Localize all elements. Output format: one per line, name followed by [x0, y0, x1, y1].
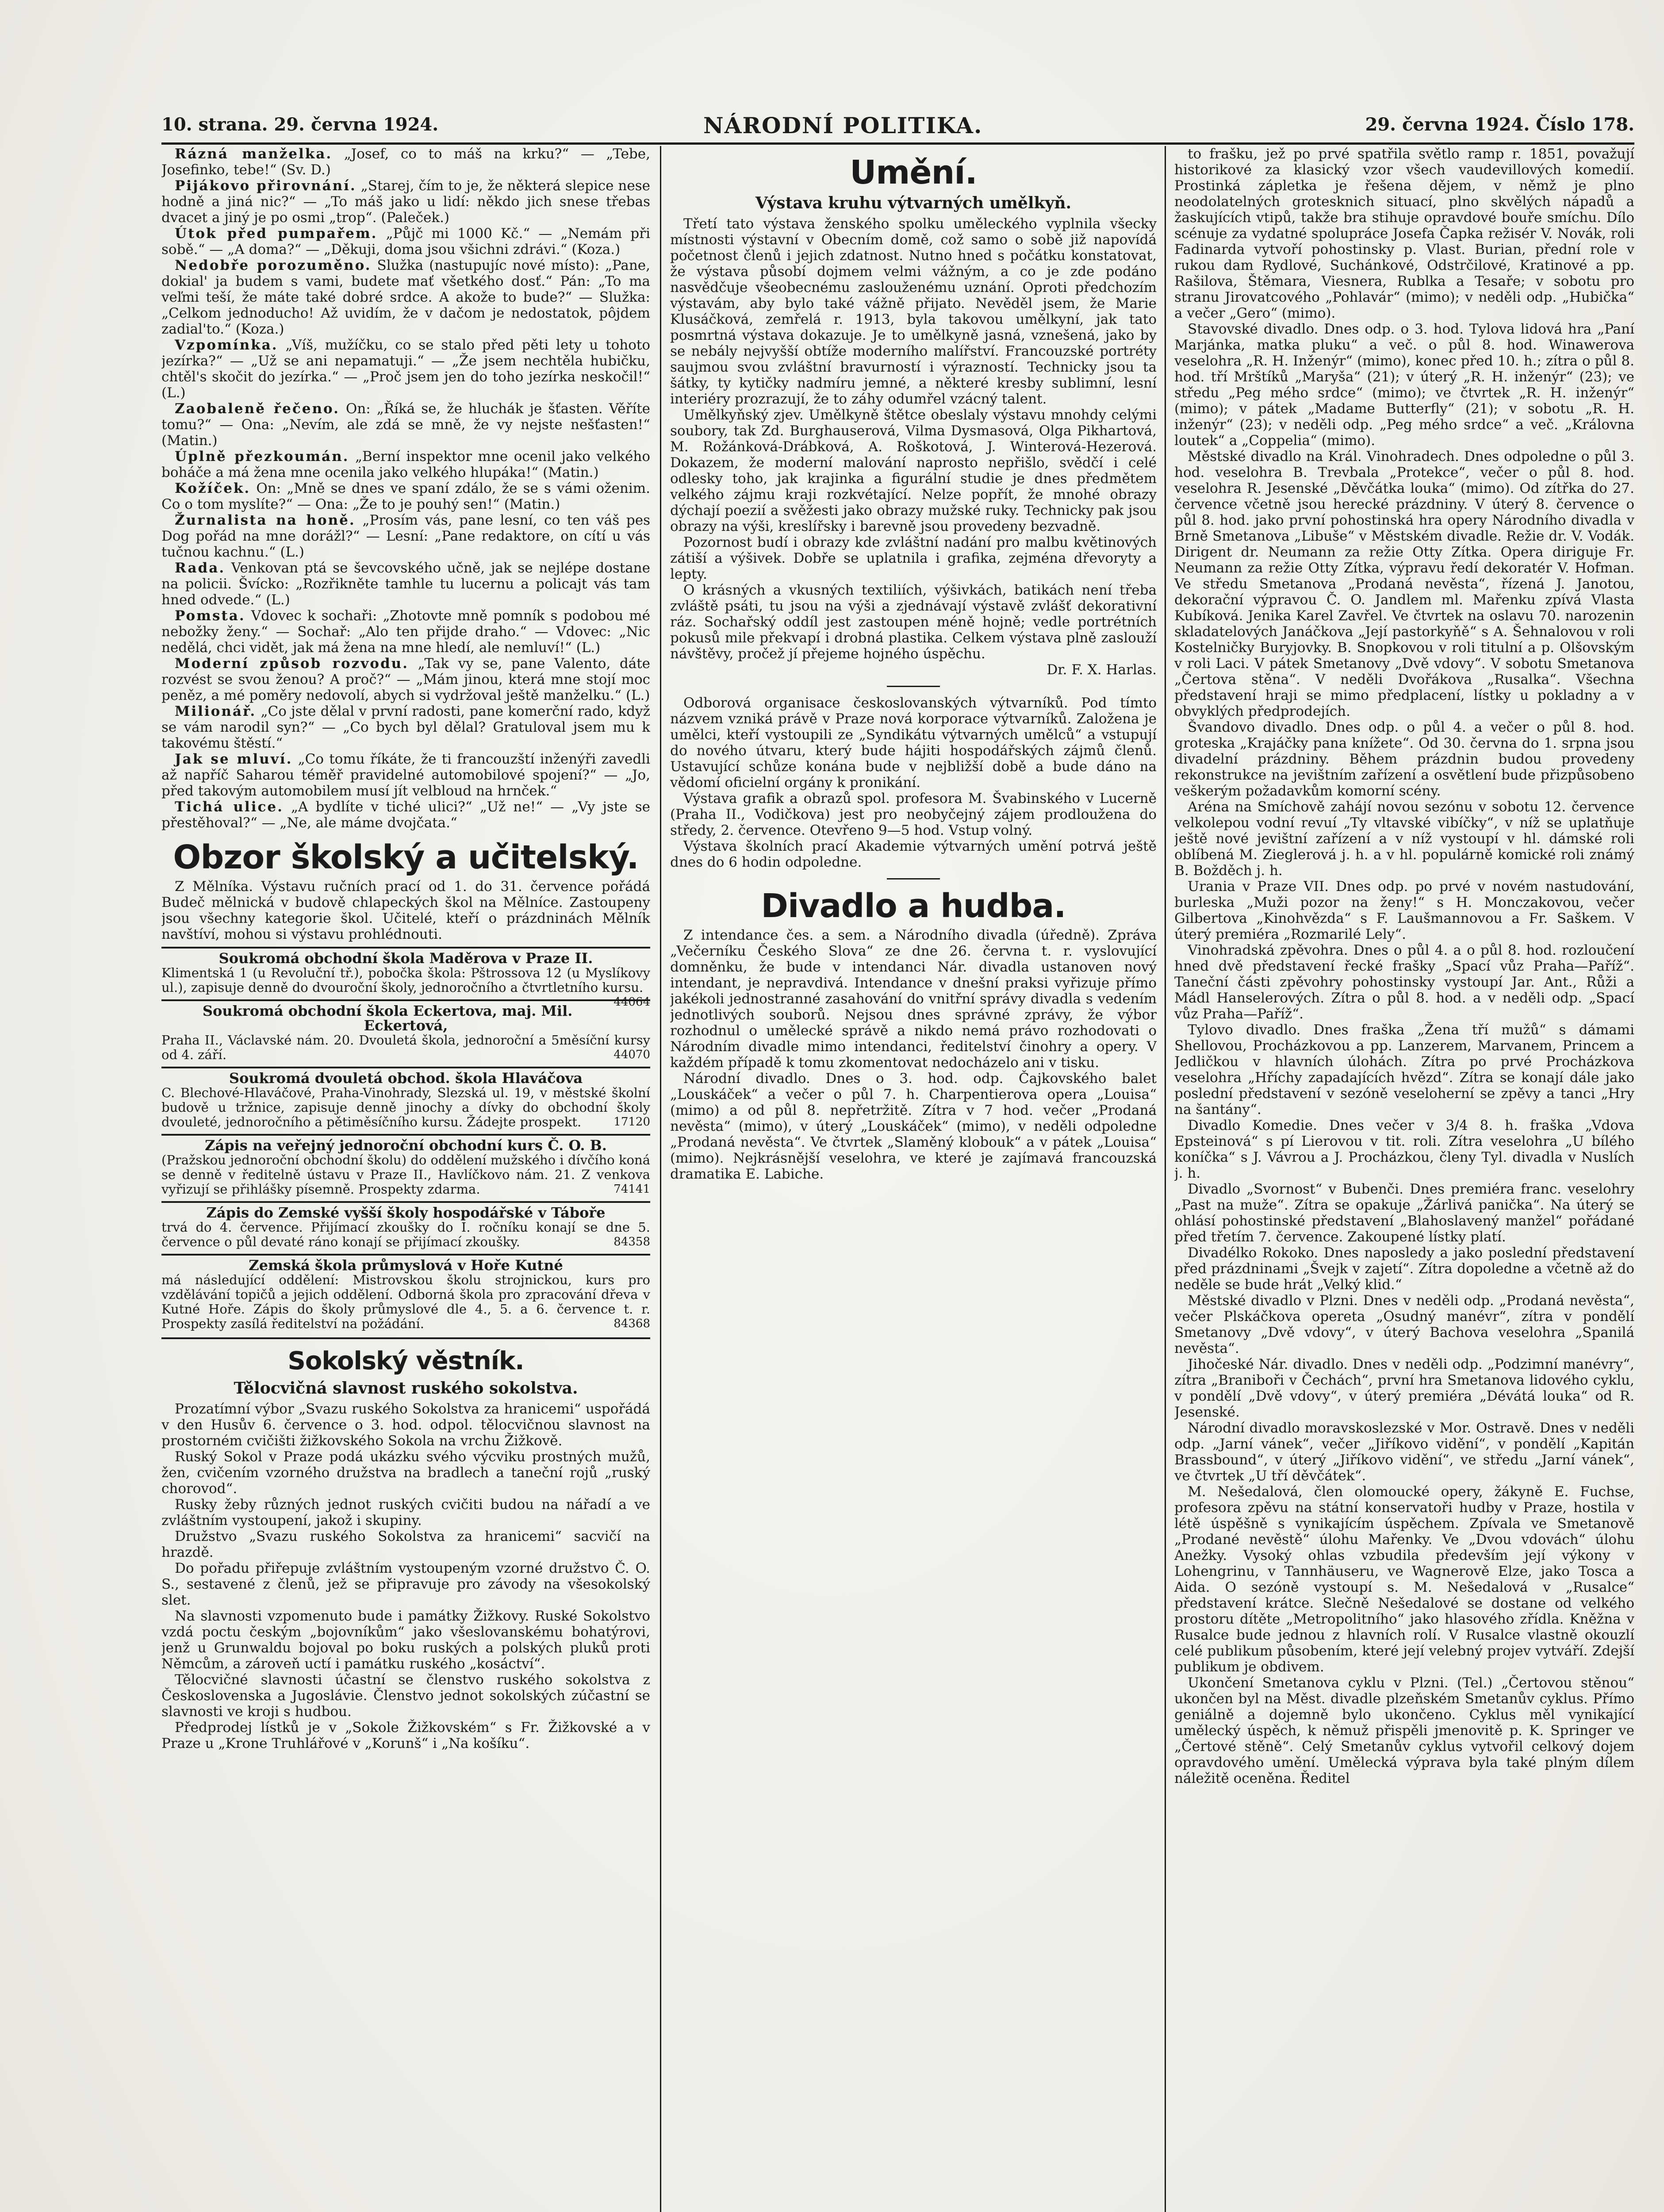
theatre-paragraph: Národní divadlo. Dnes o 3. hod. odp. Čajkovského balet „Louskáček“ a večer o půl 7. h. Charpentierova opera „Louisa“ (mimo) a od půl 8. nepřetržitě. Zítra v 7 hod. večer „Prodaná nevěsta“ (mimo), v úterý „Louskáček“ (mimo), v neděli odpoledne „Prodaná nevěsta“. Ve čtvrtek „Slaměný klobouk“ a v pátek „Louisa“ (mimo). Nejkrásnější veselohra, ve které je zajímavá francouzská dramatika E. Labiche. [670, 1071, 1157, 1182]
humor-item-lead: Tichá ulice. [175, 799, 284, 815]
humor-item [161, 401, 650, 449]
humor-item-text: Vdovec k sochaři: „Zhotovte mně pomník s podobou mé nebožky ženy.“ — Sochař: „Alo ten přijde draho.“ — Vdovec: „Nic nedělá, chci vidět, jak má žena na mne hledí, ale nemluví!“ (L.) [161, 608, 650, 656]
divider [887, 686, 940, 687]
humor-item-lead: Rázná manželka. [175, 146, 333, 162]
school-ad-title: Soukromá dvouletá obchod. škola Hlaváčova [229, 1070, 583, 1087]
sokol-paragraph: Do pořadu přiřepuje zvláštním vystoupeným vzorné družstvo Č. O. S., sestavené z členů, jež se připravuje pro závody na všesokolský slet. [161, 1560, 650, 1608]
humor-item [161, 560, 650, 608]
theatre-listing: Aréna na Smíchově zahájí novou sezónu v sobotu 12. července velkolepou vodní revuí „Ty vltavské vibíčky“, v níž se uplatňuje ještě nové jevištní zařízení a v níž vystoupí v hl. dámské roli oblíbená M. Zieglerová j. h. a v hl. populárně komické roli známý B. Božděch j. h. [1174, 799, 1634, 879]
sokol-paragraph: Prozatímní výbor „Svazu ruského Sokolstva za hranicemi“ uspořádá v den Husův 6. července o 3. hod. odpol. tělocvičnou slavnost na prostorném cvičišti žižkovského Sokola na vrchu Žižkově. [161, 1401, 650, 1449]
humor-item-text: „Starej, čím to je, že některá slepice nese hodně a jiná nic?“ — „To máš jako u lidí: někdo jich snese třebas dvacet a jiný je po osmi „trop“. (Paleček.) [161, 178, 650, 226]
school-ad [161, 1067, 650, 1129]
page-date-left: 10. strana. 29. června 1924. [161, 114, 439, 135]
school-ad-text: trvá do 4. července. Přijímací zkoušky do I. ročníku konají se dne 5. července o půl devaté ráno konají se přijímací zkoušky. [161, 1220, 650, 1249]
theatre-listing: Vinohradská zpěvohra. Dnes o půl 4. a o půl 8. hod. rozloučení hned dvě představení řecké frašky „Spací vůz Praha—Paříž“. Taneční části zpěvohry pohostinsky vystoupí Jar. Ant., Růži a Mádl Hanselerových. Zítra o půl 8. hod. a v neděli odp. „Spací vůz Praha—Paříž“. [1174, 942, 1634, 1022]
column-rule-2 [1165, 146, 1166, 2212]
humor-item [161, 480, 650, 512]
theatre-list [670, 927, 1157, 1182]
humor-item [161, 337, 650, 401]
art-note: Odborová organisace českoslovanských výtvarníků. Pod tímto názvem vzniká právě v Praze nová korporace výtvarníků. Založena je umělci, kteří vystoupili ze „Syndikátu výtvarných umělců“ a vstupují do nového útvaru, který bude hájiti hospodářských zájmů členů. Ustavující schůze konána bude v nejbližší době a bude dáno na vědomí oficielní orgány k pronikání. [670, 695, 1157, 791]
ads-end-rule [161, 1337, 650, 1339]
art-signature: Dr. F. X. Harlas. [1047, 662, 1157, 678]
art-paragraph: Pozornost budí i obrazy kde zvláštní nadání pro malbu květinových zátiší a výšivek. Dobře se uplatnila i grafika, zejména dřevoryty a lepty. [670, 534, 1157, 582]
school-ad-text: C. Blechové-Hlaváčové, Praha-Vinohrady, Slezská ul. 19, v městské školní budově u tržnice, zapisuje denně jinochy a dívky do obchodní školy dvouleté, jednoročního a pětiměsíčního kursu. Žádejte prospekt. [161, 1085, 650, 1129]
humor-item [161, 178, 650, 226]
sokol-paragraph: Na slavnosti vzpomenuto bude i památky Žižkovy. Ruské Sokolstvo vzdá poctu českým „bojovníkům“ jako všeslovanskému bohatýrovi, jenž u Grunwaldu bojoval po boku ruských a polských pluků proti Němcům, a zároveň uctí i památku ruského „kosáctví“. [161, 1608, 650, 1672]
theatre-listing: Divadlo „Svornost“ v Bubenči. Dnes premiéra franc. veselohry „Past na muže“. Zítra se opakuje „Žárlivá panička“. Na úterý se ohlásí pohostinské představení „Blahoslavený manžel“ pořádané před třetím 7. července. Zakoupené lístky platí. [1174, 1181, 1634, 1245]
humor-item-text: Služka (nastupujíc nové místo): „Pane, dokial' ja budem s vami, budete mať všetkého dosť.“ Pán: „To ma veľmi teší, že máte také dobré srdce. A akože to bude?“ — Služka: „Celkom jednoducho! Až uvidím, že v dačom je nedostatok, pôjdem zadial'to.“ (Koza.) [161, 257, 650, 337]
humor-item-text: „Co jste dělal v první radosti, pane komerční rado, když se vám narodil syn?“ — „Co bych byl dělal? Gratuloval jsem mu k takovému štěstí.“ [161, 703, 650, 751]
theatre-listing: Divadlo Komedie. Dnes večer v 3/4 8. h. fraška „Vdova Epsteinová“ s pí Lierovou v tit. roli. Zítra veselohra „U bílého koníčka“ s J. Vávrou a J. Procházkou, členy Tyl. divadla v Nuslích j. h. [1174, 1118, 1634, 1181]
humor-item-lead: Nedobře porozuměno. [175, 257, 372, 273]
divider [887, 878, 940, 879]
art-notes [670, 695, 1157, 870]
sokol-section-title: Sokolský věstník. [288, 1347, 524, 1375]
humor-item-text: Venkovan ptá se ševcovského učně, jak se nejlépe dostane na policii. Švícko: „Rozřikněte tamhle tu lucernu a policajt vás tam hned odvede.“ (L.) [161, 560, 650, 608]
school-ad-number: 84358 [613, 1235, 650, 1248]
art-note: Výstava školních prací Akademie výtvarných umění potrvá ještě dnes do 6 hodin odpoledne. [670, 838, 1157, 870]
school-ad-title: Soukromá obchodní škola Maděrova v Praze II. [219, 950, 593, 967]
humor-item-lead: Úplně přezkoumán. [175, 449, 349, 465]
humor-item-lead: Útok před pumpařem. [175, 226, 378, 242]
sokol-paragraph: Tělocvičné slavnosti účastní se členstvo ruského sokolstva z Československa a Jugoslávie. Členstvo jednot sokolských zúčastní se slavnosti ve kroji s hudbou. [161, 1672, 650, 1720]
humor-item-lead: Zaobaleně řečeno. [175, 401, 340, 417]
school-ad-title: Soukromá obchodní škola Eckertova, maj. Mil. Eckertová, [202, 1002, 573, 1034]
humor-item [161, 799, 650, 831]
column-right [1174, 146, 1634, 2212]
newspaper-title: NÁRODNÍ POLITIKA. [703, 112, 983, 138]
sokol-paragraph: Ruský Sokol v Praze podá ukázku svého výcviku prostných mužů, žen, cvičením vzorného družstva na bradlech a taneční rojů „ruský chorovod“. [161, 1449, 650, 1497]
humor-item [161, 146, 650, 178]
humor-item-text: „Půjč mi 1000 Kč.“ — „Nemám při sobě.“ — „A doma?“ — „Děkuji, doma jsou všichni zdrávi.“ (Koza.) [161, 226, 650, 257]
humor-item [161, 656, 650, 703]
theatre-listing: to frašku, jež po prvé spatřila světlo ramp r. 1851, považují historikové za klasický vzor všech vaudevillových komedií. Prostinká zápletka je řešena dějem, v němž je plno neodolatelných grotesknich situací, plno skvělých nápadů a žaskujících vtipů, takže bra stihuje opravdové bouře smíchu. Dílo scénuje za vydatné spolupráce Josefa Čapka režisér V. Novák, roli Fadinarda vytvoří pohostinsky p. Vlast. Burian, přední role v rukou dam Rydlové, Suchánkové, Odstrčilové, Kratinové a pp. Rašilova, Štěmara, Viesnera, Rublka a Tesaře; v sobotu pro stranu Jirovatcového „Pohlavár“ (mimo); v neděli odp. „Hubička“ a večer „Gero“ (mimo). [1174, 146, 1634, 321]
humor-item-text: „Prosím vás, pane lesní, co ten váš pes Dog pořád na mne dorážl?“ — Lesní: „Pane redaktore, on cítí u vás tučnou kachnu.“ (L.) [161, 512, 650, 560]
theatre-listing: Národní divadlo moravskoslezské v Mor. Ostravě. Dnes v neděli odp. „Jarní vánek“, večer „Jiříkovo vidění“, v pondělí „Kapitán Brassbound“, v úterý „Jiříkovo vidění“, ve středu „Jarní vánek“, ve čtvrtek „U tří děvčátek“. [1174, 1420, 1634, 1484]
art-section-title: Umění. [850, 154, 977, 192]
school-text: Z Mělníka. Výstavu ručních prací od 1. do 31. července pořádá Budeč mělnická v budově chlapeckých škol na Mělníce. Zastoupeny jsou všechny kategorie škol. Učitelé, kteří o prázdninách Mělník navštíví, mohou si výstavu prohlédnouti. [161, 879, 650, 942]
school-ad [161, 1254, 650, 1331]
column-middle [670, 146, 1157, 2212]
humor-item-lead: Vzpomínka. [175, 337, 278, 353]
humor-item-text: „Josef, co to máš na krku?“ — „Tebe, Josefinko, tebe!“ (Sv. D.) [161, 146, 650, 178]
school-ad-text: Klimentská 1 (u Revoluční tř.), pobočka škola: Pštrossova 12 (u Myslíkovy ul.), zapisuje denně do dvouroční školy, jednoročního a čtvrtletního kursu. [161, 965, 650, 995]
header-rule [161, 142, 1634, 145]
theatre-listing: Stavovské divadlo. Dnes odp. o 3. hod. Tylova lidová hra „Paní Marjánka, matka pluku“ a več. o půl 8. hod. Winawerova veselohra „R. H. Inženýr“ (mimo), konec před 10. h.; zítra o půl 8. hod. tří Mrštíků „Maryša“ (21); v úterý „R. H. inženýr“ (23); ve středu „Peg mého srdce“ (mimo); ve čtvrtek „R. H. inženýr“ (mimo); v pátek „Madame Butterfly“ (21); v sobotu „R. H. inženýr“ (23); v neděli odp. „Peg mého srdce“ a več. „Královna loutek“ a „Coppelia“ (mimo). [1174, 321, 1634, 449]
humor-item-text: „Co tomu říkáte, že ti francouzští inženýři zavedli až napříč Saharou téměř pravidelné automobilové spojení?“ — „Jo, před takovým automobilem musí jít velbloud na hrnček.“ [161, 751, 650, 799]
humor-item-lead: Moderní způsob rozvodu. [175, 656, 409, 672]
school-ad [161, 1201, 650, 1249]
theatre-listing: Městské divadlo v Plzni. Dnes v neděli odp. „Prodaná nevěsta“, večer Plskáčkova opereta „Osudný manévr“, zítra v pondělí Smetanovy „Dvě vdovy“, v úterý Bachova veselohra „Spanilá nevěsta“. [1174, 1293, 1634, 1356]
school-ad-number: 44064 [613, 995, 650, 1009]
sokol-paragraph: Předprodej lístků je v „Sokole Žižkovském“ s Fr. Žižkovské a v Praze u „Krone Truhlářové v „Korunš“ i „Na košíku“. [161, 1720, 650, 1751]
humor-item-text: „Berní inspektor mne ocenil jako velkého boháče a má žena mne ocenila jako velkého hlupáka!“ (Matin.) [161, 449, 650, 480]
art-list [670, 216, 1157, 662]
art-subtitle: Výstava kruhu výtvarných umělkyň. [755, 194, 1072, 212]
theatre-listing: Městské divadlo na Král. Vinohradech. Dnes odpoledne o půl 3. hod. veselohra B. Trevbala „Protekce“, večer o půl 8. hod. veselohra R. Jesenské „Děvčátka louka“ (mimo). Od zítřka do 27. července včetně jsou herecké prázdniny. V úterý 8. července o půl 8. hod. jako první pohostinská hra opery Národního divadla v Brně Smetanova „Libuše“ v Městském divadle. Režie dr. V. Vodák. Dirigent dr. Neumann za režie Otty Zítka. Opera diriguje Fr. Neumann za režie Otty Zítka, výpravu ředí dekoratér V. Hofman. Ve středu Smetanova „Prodaná nevěsta“, řízená J. Janotou, dekorační výpravou Č. O. Jandlem ml. Mařenku zpívá Vlasta Kubíková. Jenika Karel Zavřel. Ve čtvrtek na oslavu 70. narozenin skladatelových Janáčkova „Její pastorkyňě“ s A. Šehnalovou v roli Kostelničky Buryjovky. B. Snopkovou v roli titulní a p. Olšovským v roli Laci. V pátek Smetanovy „Dvě vdovy“. V sobotu Smetanova „Čertova stěna“. V neděli Dvořákova „Rusalka“. Všechna představení hraji se mimo předplacení, lístky u pokladny a v obvyklých předprodejích. [1174, 449, 1634, 719]
theatre-section-title: Divadlo a hudba. [761, 887, 1066, 925]
humor-item-lead: Jak se mluví. [175, 751, 293, 767]
sokol-subtitle: Tělocvičná slavnost ruského sokolstva. [234, 1379, 578, 1398]
school-ad-number: 44070 [613, 1048, 650, 1061]
sokol-paragraph: Družstvo „Svazu ruského Sokolstva za hranicemi“ sacvičí na hrazdě. [161, 1528, 650, 1560]
theatre-listing: Tylovo divadlo. Dnes fraška „Žena tří mužů“ s dámami Shellovou, Procházkovou a pp. Lanzerem, Marvanem, Princem a Jedličkou v hlavních úlohách. Zítra po prvé Procházkova veselohra „Hříchy zapadajících hvězd“. Zítra se konají dále jako poslední představení v sezóně veseloherní se zpěvy a tanci „Hry na šantány“. [1174, 1022, 1634, 1118]
school-ad-number: 17120 [613, 1115, 650, 1129]
humor-item-text: „A bydlíte v tiché ulici?“ „Už ne!“ — „Vy jste se přestěhoval?“ — „Ne, ale máme dvojčata.“ [161, 799, 650, 831]
humor-item-lead: Pomsta. [175, 608, 245, 624]
humor-item [161, 751, 650, 799]
humor-item-lead: Kožíček. [175, 480, 251, 496]
school-ad-text: Praha II., Václavské nám. 20. Dvouletá škola, jednoroční a 5měsíční kursy od 4. září. [161, 1033, 650, 1062]
theatre-listing: M. Nešedalová, člen olomoucké opery, žákyně E. Fuchse, profesora zpěvu na státní konservatoři hudby v Praze, hostila v létě úspěšně s vynikajícím úspěchem. Zpívala ve Smetanově „Prodané nevěstě“ úlohu Mařenky. Ve „Dvou vdovách“ úlohu Anežky. Vysoký ohlas vzbudila především její výkony v Lohengrinu, v Tannhäuseru, ve Wagnerově Elze, jako Tosca a Aida. O sezóně vystoupí s. M. Nešedalová v „Rusalce“ představení krátce. Slečně Nešedalové se dostane od velkého prostoru dítěte „Metropolitního“ jako hlasového zřídla. Kněžna v Rusalce bude jednou z hlavních rolí. V Rusalce vlastně okouzlí celé publikum působením, které její velebný projev vytváří. Zdejší publikum je obdivem. [1174, 1484, 1634, 1675]
page-date-right: 29. června 1924. Číslo 178. [1365, 114, 1634, 135]
humor-item [161, 226, 650, 257]
school-ad-text: má následující oddělení: Mistrovskou školu strojnickou, kurs pro vzdělávání topičů a jejich oddělení. Odborná škola pro zpracování dřeva v Kutné Hoře. Zápis do školy průmyslové dle 4., 5. a 6. července t. r. Prospekty zasílá ředitelství na požádání. [161, 1272, 650, 1331]
sokol-paragraph: Rusky žeby různých jednot ruských cvičiti budou na nářadí a ve zvláštním vystoupení, jakož i skupiny. [161, 1497, 650, 1528]
column-rule-1 [660, 146, 661, 2212]
school-ad [161, 947, 650, 1009]
theatre-listing: Ukončení Smetanova cyklu v Plzni. (Tel.) „Čertovou stěnou“ ukončen byl na Měst. divadle plzeňském Smetanův cyklus. Přímo geniálně a dojemně bylo ukončeno. Cyklus měl vynikající umělecký úspěch, k němuž přispěli jmenovitě p. K. Springer ve „Čertové stěně“. Celý Smetanův cyklus vytvořil celkový dojem opravdového umění. Umělecká výprava byla také plným dílem náležitě oceněna. Ředitel [1174, 1675, 1634, 1786]
humor-list [161, 146, 650, 831]
theatre-listing: Divadélko Rokoko. Dnes naposledy a jako poslední představení před prázdninami „Švejk v zajetí“. Zítra dopoledne a včetně až do neděle se bude hrát „Velký klid.“ [1174, 1245, 1634, 1293]
masthead [161, 111, 1634, 142]
school-ad-text: (Pražskou jednoroční obchodní školu) do oddělení mužského i dívčího koná se denně v ředitelně ústavu v Praze II., Havlíčkovo nám. 21. Z venkova vyřizují se přihlášky písemně. Prospekty zdarma. [161, 1152, 650, 1197]
humor-item-text: „Tak vy se, pane Valento, dáte rozvést se svou ženou? A proč?“ — „Mám jinou, která mne stojí moc peněz, a mé poměry nedovolí, abych si vydržoval ještě manželku.“ (L.) [161, 656, 650, 703]
school-ad [161, 999, 650, 1062]
column-left [161, 146, 650, 2212]
theatre-listing: Jihočeské Nár. divadlo. Dnes v neděli odp. „Podzimní manévry“, zítra „Braniboři v Čechách“, první hra Smetanova lidového cyklu, v pondělí „Dvě vdovy“, v úterý premiéra „Dévátá louka“ od R. Jesenské. [1174, 1356, 1634, 1420]
school-ad-number: 74141 [613, 1183, 650, 1196]
ads-list [161, 947, 650, 1339]
art-paragraph: Umělkyňský zjev. Umělkyně štětce obeslaly výstavu mnohdy celými soubory, tak Zd. Burghauserová, Vilma Dysmasová, Olga Pikhartová, M. Rožánková-Drábková, A. Roškotová, J. Winterová-Hezerová. Dokazem, že moderní malování naprosto nepřišlo, svědčí i celé odlesky toho, jak krajinka a figurální studie je dnes předmětem velkého zájmu kraji rozkvétající. Nelze popřít, že mnohé obrazy dýchají poezií a svěžesti jako obrazy mužské ruky. Technicky pak jsou obrazy na výši, kreslířsky i barevně jsou provedeny bezvadně. [670, 407, 1157, 534]
school-ad-number: 84368 [613, 1317, 650, 1330]
art-paragraph: O krásných a vkusných textiliích, výšivkách, batikách není třeba zvláště psáti, tu jsou na výši a zjednávají výstavě zvlášť dekorativní ráz. Sochařský oddíl jest zastoupen méně hojně; vedle portrétních pokusů mile překvapí i drobná plastika. Celkem výstava plně zaslouží návštěvy, pročež jí přejeme hojného úspěchu. [670, 582, 1157, 662]
humor-item-lead: Rada. [175, 560, 226, 576]
school-ad [161, 1134, 650, 1197]
school-ad-title: Zemská škola průmyslová v Hoře Kutné [249, 1257, 563, 1274]
humor-item-lead: Pijákovo přirovnání. [175, 178, 357, 194]
sokol-list [161, 1401, 650, 1751]
school-ad-title: Zápis do Zemské vyšší školy hospodářské v Táboře [206, 1204, 606, 1221]
humor-item-lead: Žurnalista na honě. [175, 512, 356, 528]
theatre-paragraph: Z intendance čes. a sem. a Národního divadla (úředně). Zpráva „Večerníku Českého Slova“ ze dne 26. června t. r. vyslovující domněnku, že bude v intendanci Nár. divadla ustanoven nový intendant, je nepravdivá. Intendance v dnešní praksi vyřizuje přímo jakékoli jednostranné zasahování do vnitřní správy divadla s vedením jednotlivých souborů. Nejsou dnes správné zprávy, že výbor rozhodnul o umělecké správě a nikdo nemá právo rozhodovati o Národním divadle mimo intendanci, ředitelství činohry a opery. V každém případě k tomu zkomentovat nedocházelo ani v tisku. [670, 927, 1157, 1071]
humor-item-text: „Víš, mužíčku, co se stalo před pěti lety u tohoto jezírka?“ — „Už se ani nepamatuji.“ — „Že jsem nechtěla hubičku, chtěl's skočit do jezírka.“ — „Proč jsem jen do toho jezírka neskočil!“ (L.) [161, 337, 650, 401]
theatre-continued-list [1174, 146, 1634, 1786]
humor-item [161, 703, 650, 751]
humor-item-lead: Milionář. [175, 703, 257, 719]
humor-item-text: On: „Říká se, že hluchák je šťasten. Věříte tomu?“ — Ona: „Nevím, ale zdá se mně, že vy nejste nešťasten!“ (Matin.) [161, 401, 650, 449]
art-note: Výstava grafik a obrazů spol. profesora M. Švabinského v Lucerně (Praha II., Vodičkova) jest pro neobyčejný zájem prodloužena do středy, 2. července. Otevřeno 9—5 hod. Vstup volný. [670, 791, 1157, 838]
humor-item [161, 257, 650, 337]
humor-item [161, 608, 650, 656]
humor-item [161, 512, 650, 560]
school-ad-title: Zápis na veřejný jednoroční obchodní kurs Č. O. B. [205, 1137, 607, 1154]
theatre-listing: Urania v Praze VII. Dnes odp. po prvé v novém nastudování, burleska „Muži pozor na ženy!“ s H. Monczakovou, večer Gilbertova „Kinohvězda“ s F. Laušmannovou a Fr. Saškem. V úterý premiéra „Rozmarilé Lely“. [1174, 879, 1634, 942]
art-paragraph: Třetí tato výstava ženského spolku uměleckého vyplnila všecky místnosti výstavní v Obecním domě, což samo o sobě již napovídá početnost členů i jejich zdatnost. Nutno hned s počátku konstatovat, že výstava působí dojmem velmi vážným, a co je zde podáno nasvědčuje všeobecnému zaslouženému uznání. Oproti předchozím výstavám, aby bylo také vážně přijato. Nevěděl jsem, že Marie Klusáčková, zemřelá r. 1913, byla takovou umělkyní, jak tato posmrtná výstava dokazuje. Je to umělkyně jasná, vznešená, jako by se nebály nejvyšší obtíže moderního malířství. Francouzské portréty saujmou svou zvláštní bravurností i výrazností. Technicky jsou ta šátky, ty kytičky nadmíru jemné, a některé kresby sublimní, lesní interiéry prozrazují, že to záhy odumřel vzácný talent. [670, 216, 1157, 407]
theatre-listing: Švandovo divadlo. Dnes odp. o půl 4. a večer o půl 8. hod. groteska „Krajáčky pana knížete“. Od 30. června do 1. srpna jsou divadelní prázdniny. Během prázdnin budou provedeny rekonstrukce na jevištním zařízení a osvětlení bude přizpůsobeno veškerým požadavkům komorní scény. [1174, 719, 1634, 799]
humor-item [161, 449, 650, 480]
school-section-title: Obzor školský a učitelský. [173, 838, 639, 876]
humor-item-text: On: „Mně se dnes ve spaní zdálo, že se s vámi oženim. Co o tom myslíte?“ — Ona: „Že to je pouhý sen!“ (Matin.) [161, 480, 650, 512]
